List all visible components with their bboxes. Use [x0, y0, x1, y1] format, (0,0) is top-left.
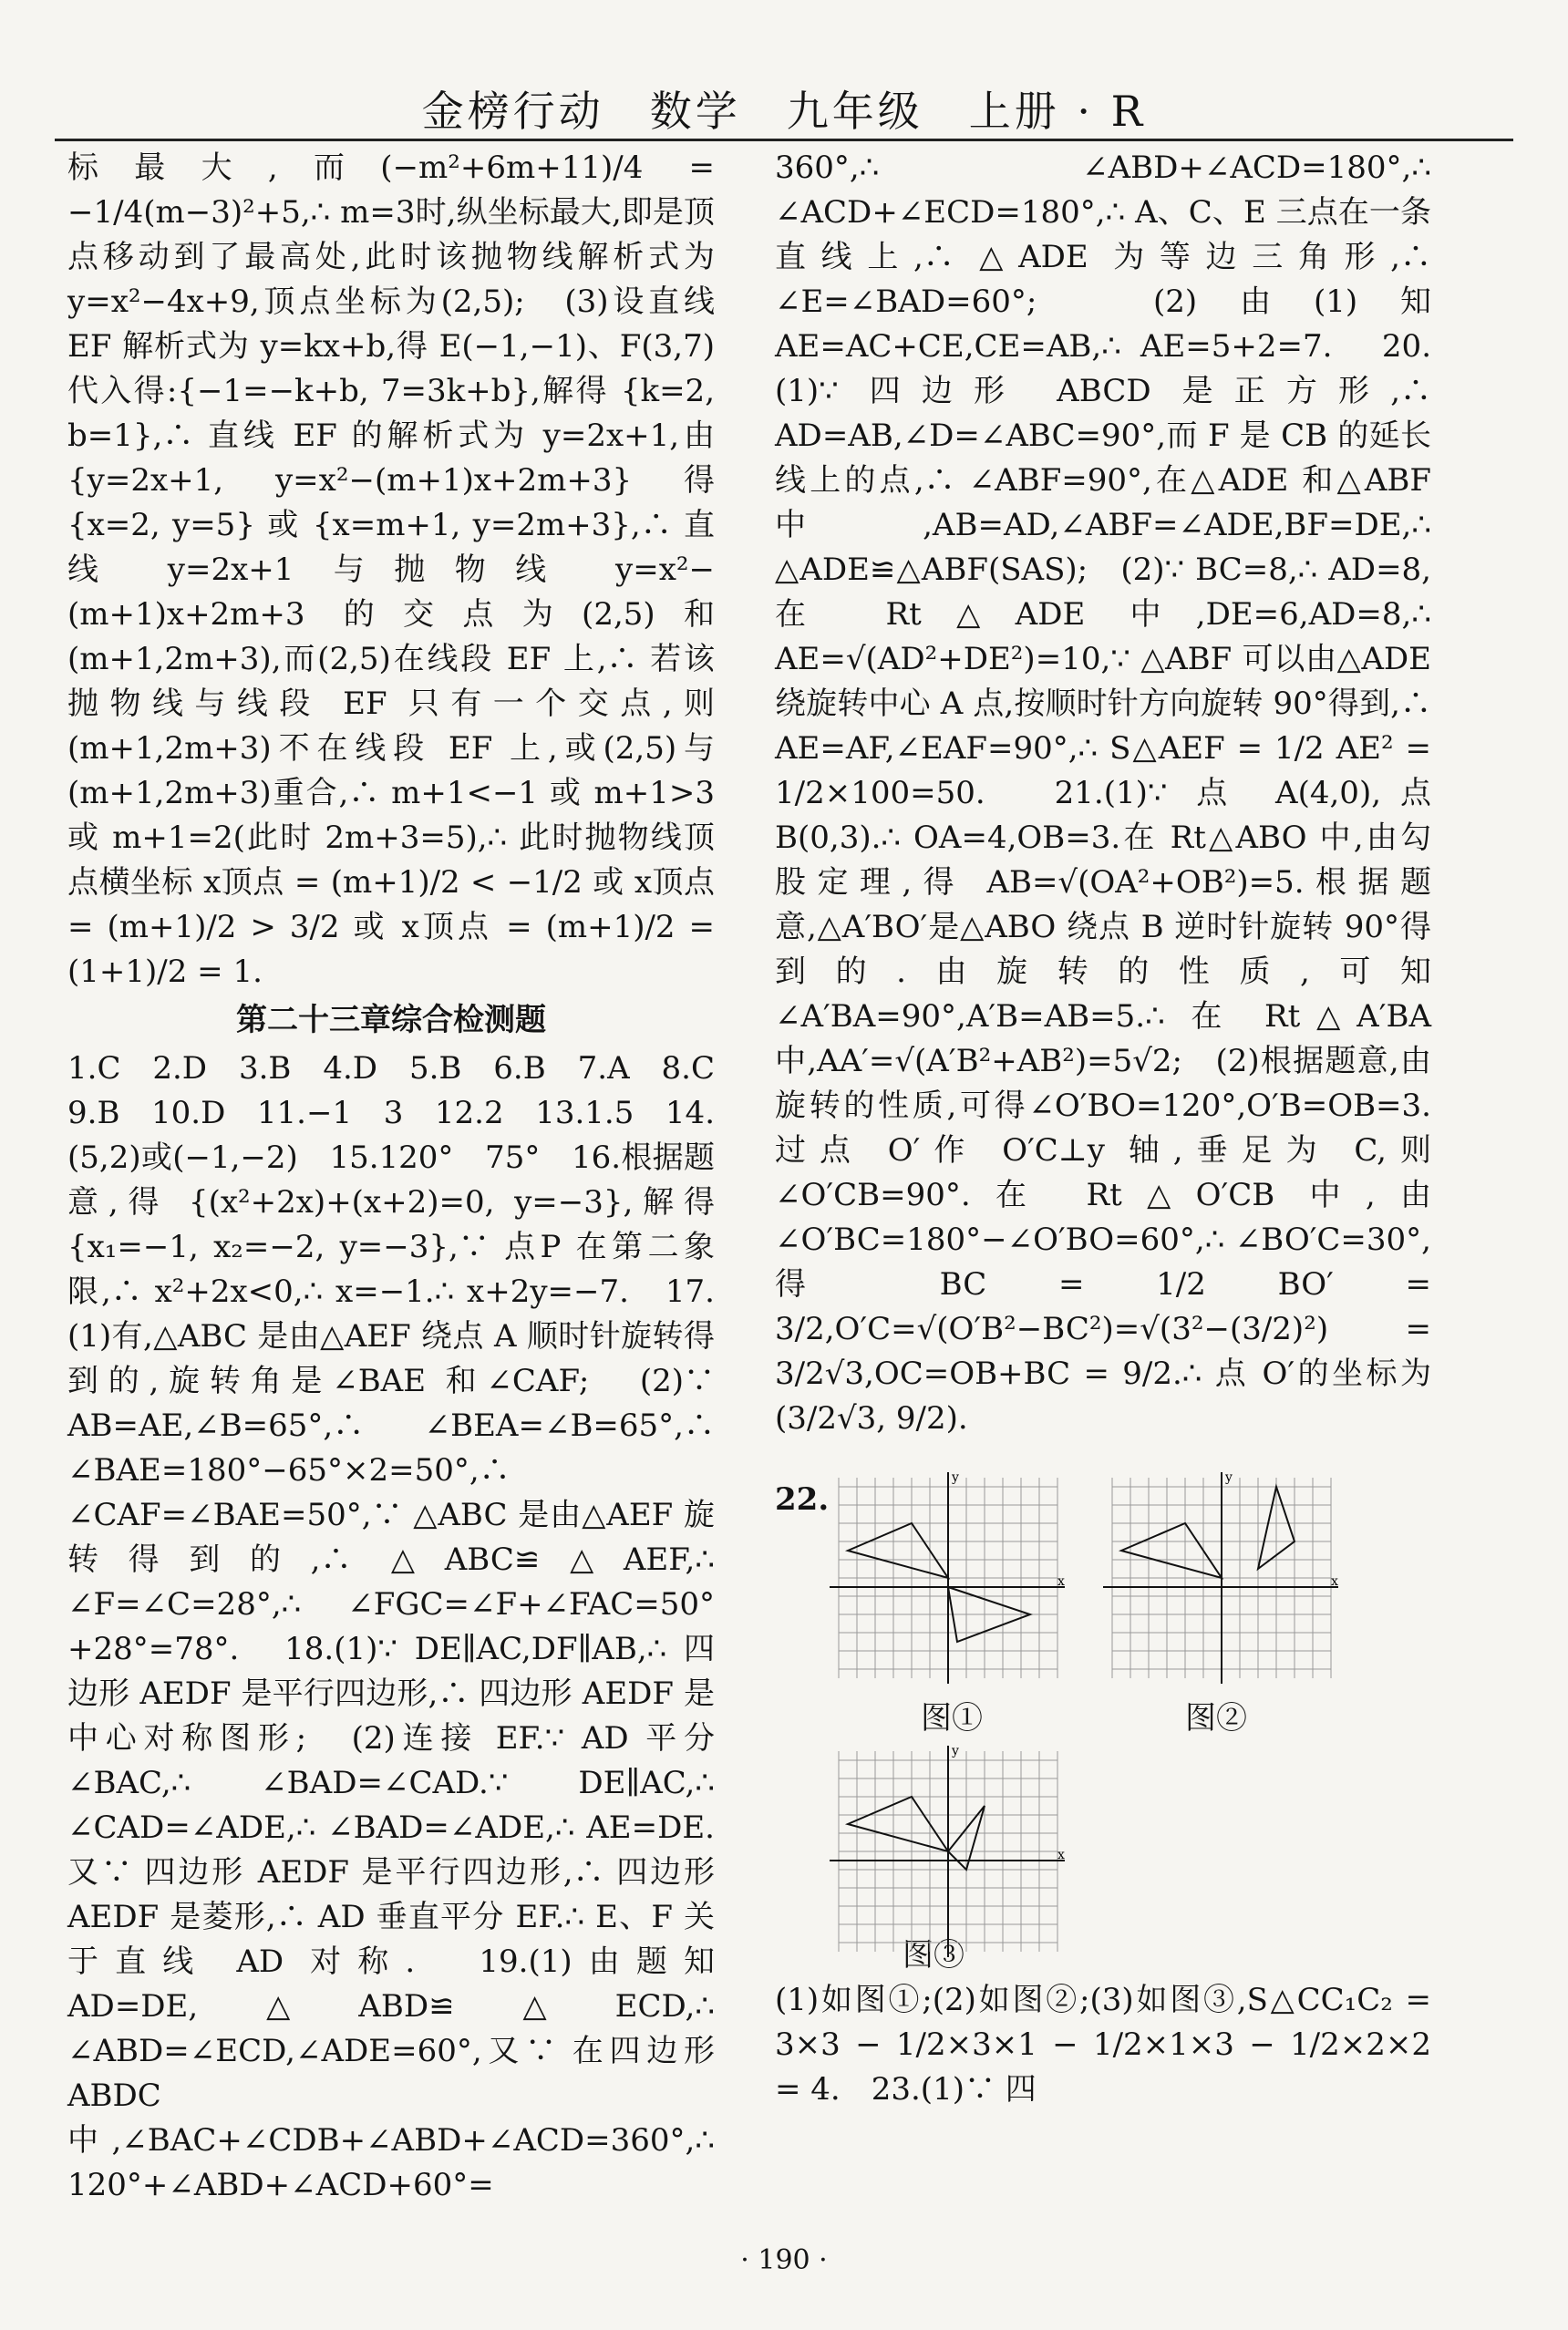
y-axis-label: y — [952, 1470, 959, 1485]
answer-paragraph: (1)如图①;(2)如图②;(3)如图③,S△CC₁C₂ = 3×3 − 1/2×3×1 − 1/2×1×3 − 1/2×2×2 = 4. 23.(1)∵ 四 — [775, 1982, 1431, 2108]
figure-caption: 图② — [1185, 1700, 1247, 1737]
y-axis-label: y — [952, 1744, 959, 1758]
figure-caption: 图① — [921, 1700, 983, 1737]
grid-figure-2 — [1103, 1469, 1340, 1687]
header-rule — [55, 139, 1513, 141]
answer-paragraph: 1.C 2.D 3.B 4.D 5.B 6.B 7.A 8.C 9.B 10.D 11.−1 3 12.2 13.1.5 14.(5,2)或(−1,−2) 15.120° 75° 16.根据题意,得 {(x²+2x)+(x+2)=0, y=−3},解得 {x₁=−1, x₂=−2, y=−3},∵ 点P 在第二象限,∴ x²+2x<0,∴ x=−1.∴ x+2y=−7. 17.(1)有,△ABC 是由△AEF 绕点 A 顺时针旋转得到的,旋转角是∠BAE 和∠CAF; (2)∵ AB=AE,∠B=65°,∴ ∠BEA=∠B=65°,∴ ∠BAE=180°−65°×2=50°,∴ ∠CAF=∠BAE=50°,∵ △ABC 是由△AEF 旋转得到的,∴ △ABC≌△AEF,∴ ∠F=∠C=28°,∴ ∠FGC=∠F+∠FAC=50°+28°=78°. 18.(1)∵ DE∥AC,DF∥AB,∴ 四边形 AEDF 是平行四边形,∴ 四边形 AEDF 是中心对称图形; (2)连接 EF.∵ AD 平分∠BAC,∴ ∠BAD=∠CAD.∵ DE∥AC,∴ ∠CAD=∠ADE,∴ ∠BAD=∠ADE,∴ AE=DE.又∵ 四边形 AEDF 是平行四边形,∴ 四边形 AEDF 是菱形,∴ AD 垂直平分 EF.∴ E、F 关于直线 AD 对称. 19.(1)由题知 AD=DE,△ABD≌△ECD,∴ ∠ABD=∠ECD,∠ADE=60°,又∵ 在四边形 ABDC 中,∠BAC+∠CDB+∠ABD+∠ACD=360°,∴ 120°+∠ABD+∠ACD+60°= — [67, 1050, 746, 2203]
x-axis-label: x — [1331, 1574, 1338, 1589]
section-title: 第二十三章综合检测题 — [236, 1002, 546, 1038]
x-axis-label: x — [1057, 1574, 1065, 1589]
question-number: 22. — [775, 1481, 830, 1518]
answer-paragraph: 360°,∴ ∠ABD+∠ACD=180°,∴ ∠ACD+∠ECD=180°,∴ A、C、E 三点在一条直线上,∴ △ADE 为等边三角形,∴ ∠E=∠BAD=60°; (2)由(1)知 AE=AC+CE,CE=AB,∴ AE=5+2=7. 20.(1)∵ 四边形 ABCD 是正方形,∴ AD=AB,∠D=∠ABC=90°,而 F 是 CB 的延长线上的点,∴ ∠ABF=90°,在△ADE 和△ABF 中,AB=AD,∠ABF=∠ADE,BF=DE,∴ △ADE≌△ABF(SAS); (2)∵ BC=8,∴ AD=8,在 Rt△ADE 中,DE=6,AD=8,∴ AE=√(AD²+DE²)=10,∵ △ABF 可以由△ADE 绕旋转中心 A 点,按顺时针方向旋转 90°得到,∴ AE=AF,∠EAF=90°,∴ S△AEF = 1/2 AE² = 1/2×100=50. 21.(1)∵ 点 A(4,0),点 B(0,3).∴ OA=4,OB=3.在 Rt△ABO 中,由勾股定理,得 AB=√(OA²+OB²)=5.根据题意,△A′BO′是△ABO 绕点 B 逆时针旋转 90°得到的.由旋转的性质,可知∠A′BA=90°,A′B=AB=5.∴ 在 Rt△A′BA 中,AA′=√(A′B²+AB²)=5√2; (2)根据题意,由旋转的性质,可得∠O′BO=120°,O′B=OB=3.过点 O′作 O′C⊥y 轴,垂足为 C,则∠O′CB=90°.在 Rt△O′CB 中,由∠O′BC=180°−∠O′BO=60°,∴ ∠BO′C=30°,得 BC = 1/2 BO′ = 3/2,O′C=√(O′B²−BC²)=√(3²−(3/2)²) = 3/2√3,OC=OB+BC = 9/2.∴ 点 O′的坐标为(3/2√3, 9/2). — [775, 149, 1431, 1437]
answer-paragraph: 标最大,而(−m²+6m+11)/4 = −1/4(m−3)²+5,∴ m=3时,纵坐标最大,即是顶点移动到了最高处,此时该抛物线解析式为 y=x²−4x+9,顶点坐标为(2,5); (3)设直线 EF 解析式为 y=kx+b,得 E(−1,−1)、F(3,7)代入得:{−1=−k+b, 7=3k+b},解得 {k=2, b=1},∴ 直线 EF 的解析式为 y=2x+1,由 {y=2x+1, y=x²−(m+1)x+2m+3} 得 {x=2, y=5} 或 {x=m+1, y=2m+3},∴ 直线 y=2x+1 与抛物线 y=x²−(m+1)x+2m+3 的交点为(2,5)和(m+1,2m+3),而(2,5)在线段 EF 上,∴ 若该抛物线与线段 EF 只有一个交点,则(m+1,2m+3)不在线段 EF 上,或(2,5)与(m+1,2m+3)重合,∴ m+1<−1 或 m+1>3 或 m+1=2(此时 2m+3=5),∴ 此时抛物线顶点横坐标 x顶点 = (m+1)/2 < −1/2 或 x顶点 = (m+1)/2 > 3/2 或 x顶点 = (m+1)/2 = (1+1)/2 = 1. — [67, 149, 715, 990]
running-header: 金榜行动 数学 九年级 上册 · R — [421, 87, 1147, 136]
right-column — [775, 146, 1431, 2112]
y-axis-label: y — [1225, 1470, 1233, 1485]
grid-figure-3 — [830, 1742, 1067, 1961]
left-column — [67, 146, 746, 2208]
page-number: · 190 · — [740, 2244, 828, 2276]
figure-caption: 图③ — [903, 1937, 965, 1974]
x-axis-label: x — [1057, 1848, 1065, 1862]
figures-area — [775, 1469, 1431, 1952]
grid-figure-1 — [830, 1469, 1067, 1687]
